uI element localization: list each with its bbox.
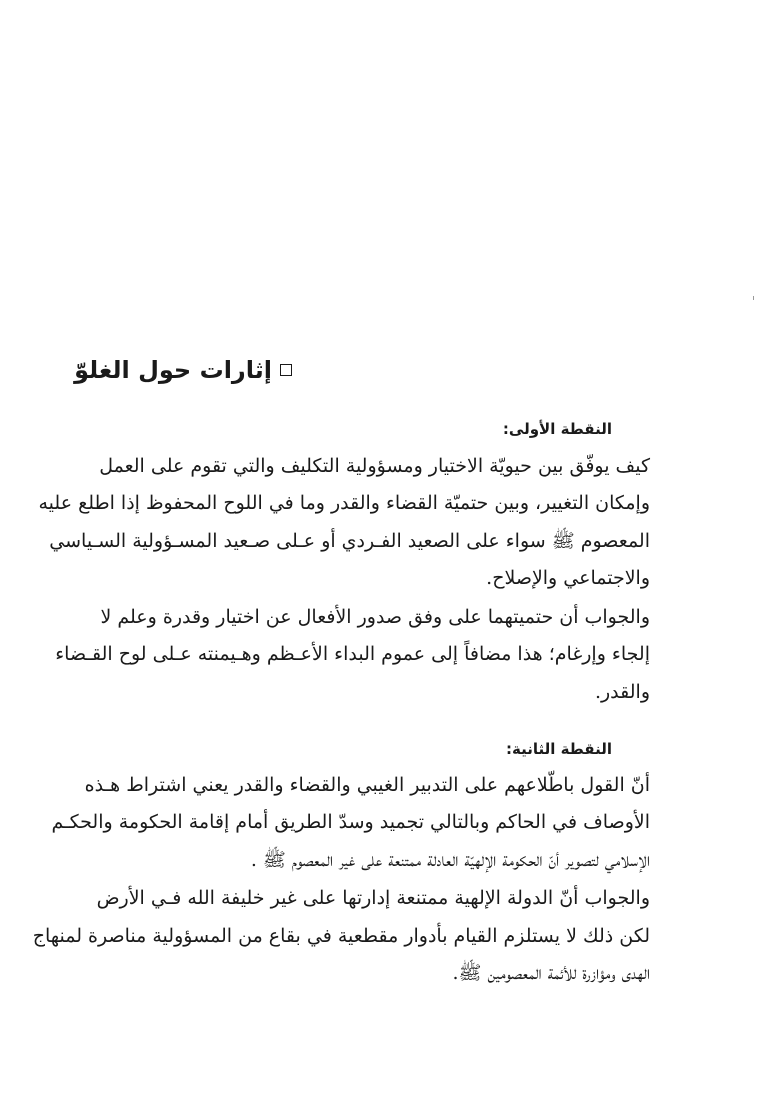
paragraph-line: الإسلامي لتصوير أنّ الحكومة الإلهيّة العادلة ممتنعة على غير المعصوم ﷺ .: [250, 849, 650, 871]
section-heading: [74, 356, 292, 384]
paragraph-line: لكن ذلك لا يستلزم القيام بأدوار مقطعية في بقاع من المسؤولية مناصرة لمنهاج: [32, 925, 650, 947]
paragraph-line: إلجاء وإرغام؛ هذا مضافاً إلى عموم البداء الأعـظم وهـيمنته عـلى لوح القـضاء: [55, 643, 650, 665]
section-title-text: إثارات حول الغلوّ: [74, 356, 272, 384]
point-heading-second: النقطة الثانية:: [505, 740, 612, 758]
paragraph-line: المعصوم ﷺ سواء على الصعيد الفـردي أو عـلى صـعيد المسـؤولية السـياسي: [49, 530, 650, 552]
paragraph-line: والجواب أنّ الدولة الإلهية ممتنعة إدارتها على غير خليفة الله فـي الأرض: [96, 887, 650, 909]
point-heading-first: النقطة الأولى:: [502, 420, 612, 438]
paragraph-line: والقدر.: [594, 681, 650, 703]
paragraph-line: والاجتماعي والإصلاح.: [486, 567, 650, 589]
paragraph-line: الهدى ومؤازرة للأئمة المعصومين ﷺ.: [452, 962, 650, 984]
margin-mark: [753, 296, 754, 300]
square-bullet-icon: [280, 364, 292, 376]
paragraph-line: أنّ القول باطّلاعهم على التدبير الغيبي والقضاء والقدر يعني اشتراط هـذه: [84, 774, 650, 796]
paragraph-line: وإمكان التغيير، وبين حتميّة القضاء والقدر وما في اللوح المحفوظ إذا اطلع عليه: [38, 492, 650, 514]
paragraph-line: والجواب أن حتميتهما على وفق صدور الأفعال عن اختيار وقدرة وعلم لا: [100, 606, 650, 628]
paragraph-line: كيف يوفّق بين حيويّة الاختيار ومسؤولية التكليف والتي تقوم على العمل: [99, 455, 650, 477]
paragraph-line: الأوصاف في الحاكم وبالتالي تجميد وسدّ الطريق أمام إقامة الحكومة والحكـم: [51, 811, 650, 833]
